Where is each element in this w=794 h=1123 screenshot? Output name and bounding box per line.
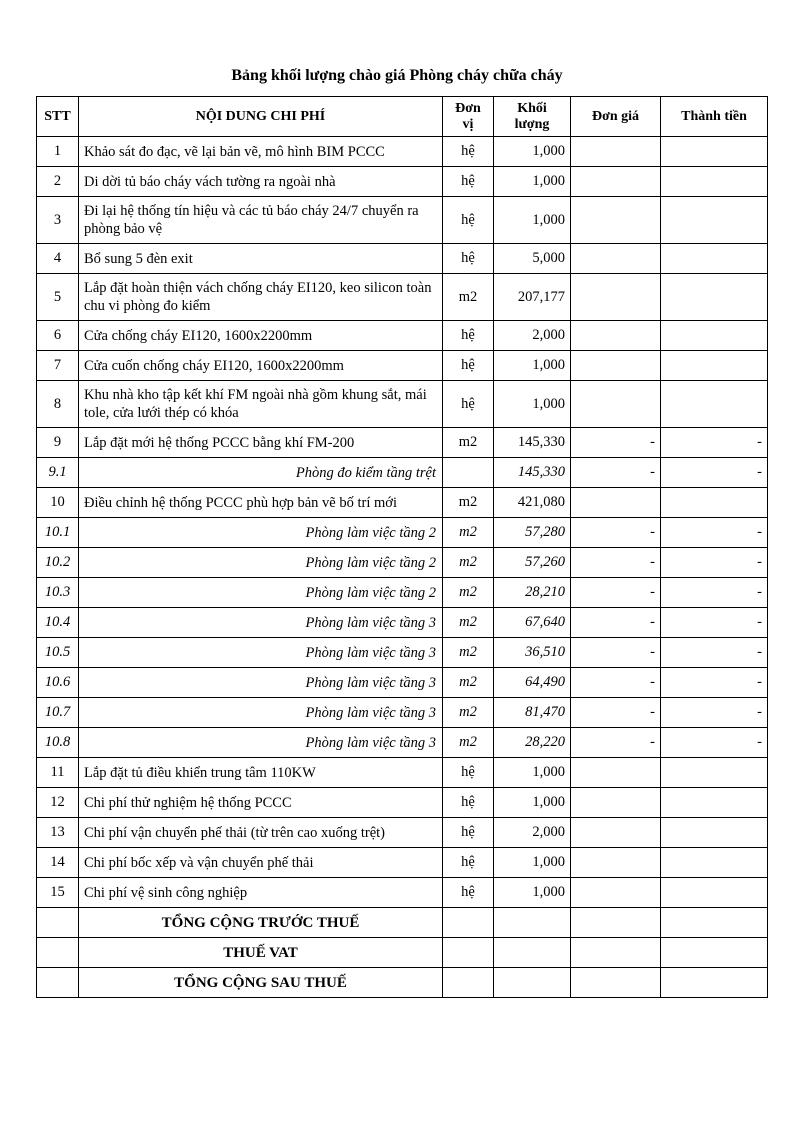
row-unit-price xyxy=(571,381,661,428)
row-unit: hệ xyxy=(443,878,494,908)
row-description: Lắp đặt mới hệ thống PCCC bằng khí FM-200 xyxy=(79,428,443,458)
row-stt: 15 xyxy=(37,878,79,908)
row-quantity: 5,000 xyxy=(494,244,571,274)
row-quantity: 145,330 xyxy=(494,458,571,488)
row-amount: - xyxy=(661,428,768,458)
row-unit: m2 xyxy=(443,518,494,548)
row-quantity: 1,000 xyxy=(494,878,571,908)
row-unit-price xyxy=(571,488,661,518)
row-amount xyxy=(661,244,768,274)
row-quantity: 28,220 xyxy=(494,728,571,758)
row-stt: 7 xyxy=(37,351,79,381)
row-quantity: 81,470 xyxy=(494,698,571,728)
row-description: Bổ sung 5 đèn exit xyxy=(79,244,443,274)
row-description: Chi phí vệ sinh công nghiệp xyxy=(79,878,443,908)
grand-total-unit-cell xyxy=(443,968,494,998)
row-stt: 10.6 xyxy=(37,668,79,698)
row-unit-price xyxy=(571,244,661,274)
row-quantity: 64,490 xyxy=(494,668,571,698)
row-stt: 10.4 xyxy=(37,608,79,638)
row-quantity: 145,330 xyxy=(494,428,571,458)
vat-qty-cell xyxy=(494,938,571,968)
row-unit: m2 xyxy=(443,668,494,698)
table-row xyxy=(37,167,768,197)
table-row xyxy=(37,758,768,788)
row-stt: 8 xyxy=(37,381,79,428)
total-after-tax-row xyxy=(37,968,768,998)
table-row xyxy=(37,878,768,908)
row-description: Khảo sát đo đạc, vẽ lại bản vẽ, mô hình BIM PCCC xyxy=(79,137,443,167)
table-row xyxy=(37,197,768,244)
row-stt: 12 xyxy=(37,788,79,818)
vat-amount-cell xyxy=(661,938,768,968)
total-amount-cell xyxy=(661,908,768,938)
row-amount xyxy=(661,137,768,167)
row-stt: 1 xyxy=(37,137,79,167)
header-stt: STT xyxy=(37,97,79,137)
table-row xyxy=(37,818,768,848)
row-unit: hệ xyxy=(443,197,494,244)
row-description: Chi phí bốc xếp và vận chuyển phế thải xyxy=(79,848,443,878)
row-description: Phòng làm việc tầng 2 xyxy=(79,518,443,548)
row-quantity: 67,640 xyxy=(494,608,571,638)
header-amount: Thành tiền xyxy=(661,97,768,137)
row-amount: - xyxy=(661,578,768,608)
row-amount: - xyxy=(661,458,768,488)
row-description: Chi phí vận chuyển phế thải (từ trên cao xuống trệt) xyxy=(79,818,443,848)
row-unit-price xyxy=(571,818,661,848)
row-quantity: 207,177 xyxy=(494,274,571,321)
total-price-cell xyxy=(571,908,661,938)
row-amount xyxy=(661,818,768,848)
row-unit-price: - xyxy=(571,608,661,638)
grand-total-stt-cell xyxy=(37,968,79,998)
row-stt: 2 xyxy=(37,167,79,197)
row-unit: m2 xyxy=(443,488,494,518)
row-amount xyxy=(661,167,768,197)
row-unit-price xyxy=(571,137,661,167)
total-qty-cell xyxy=(494,908,571,938)
table-header-row xyxy=(37,97,768,137)
row-unit xyxy=(443,458,494,488)
row-description: Khu nhà kho tập kết khí FM ngoài nhà gồm khung sắt, mái tole, cửa lưới thép có khóa xyxy=(79,381,443,428)
row-description: Phòng làm việc tầng 3 xyxy=(79,638,443,668)
row-unit-price xyxy=(571,274,661,321)
header-unit-line2: vị xyxy=(462,116,474,132)
row-quantity: 28,210 xyxy=(494,578,571,608)
row-unit: hệ xyxy=(443,758,494,788)
grand-total-price-cell xyxy=(571,968,661,998)
row-unit-price: - xyxy=(571,428,661,458)
row-quantity: 1,000 xyxy=(494,381,571,428)
row-description: Phòng làm việc tầng 3 xyxy=(79,698,443,728)
row-stt: 14 xyxy=(37,848,79,878)
row-description: Lắp đặt tủ điều khiển trung tâm 110KW xyxy=(79,758,443,788)
row-unit-price: - xyxy=(571,728,661,758)
row-unit: hệ xyxy=(443,167,494,197)
row-amount: - xyxy=(661,698,768,728)
row-amount xyxy=(661,351,768,381)
table-subrow xyxy=(37,668,768,698)
row-quantity: 1,000 xyxy=(494,137,571,167)
row-description: Phòng làm việc tầng 3 xyxy=(79,728,443,758)
row-unit-price: - xyxy=(571,458,661,488)
row-unit-price: - xyxy=(571,698,661,728)
row-quantity: 1,000 xyxy=(494,197,571,244)
vat-row xyxy=(37,938,768,968)
row-description: Phòng làm việc tầng 2 xyxy=(79,578,443,608)
row-unit-price: - xyxy=(571,548,661,578)
row-unit-price: - xyxy=(571,578,661,608)
table-subrow xyxy=(37,578,768,608)
row-unit-price: - xyxy=(571,518,661,548)
row-amount: - xyxy=(661,518,768,548)
row-unit: hệ xyxy=(443,244,494,274)
row-unit-price: - xyxy=(571,638,661,668)
row-quantity: 57,260 xyxy=(494,548,571,578)
row-description: Cửa cuốn chống cháy EI120, 1600x2200mm xyxy=(79,351,443,381)
row-stt: 10.2 xyxy=(37,548,79,578)
table-subrow xyxy=(37,458,768,488)
row-unit-price xyxy=(571,351,661,381)
row-description: Đi lại hệ thống tín hiệu và các tủ báo cháy 24/7 chuyển ra phòng bảo vệ xyxy=(79,197,443,244)
document-title: Bảng khối lượng chào giá Phòng cháy chữa cháy xyxy=(231,67,563,84)
total-before-tax-label: TỔNG CỘNG TRƯỚC THUẾ xyxy=(79,908,443,938)
row-stt: 10.3 xyxy=(37,578,79,608)
row-stt: 10.7 xyxy=(37,698,79,728)
table-row xyxy=(37,488,768,518)
grand-total-amount-cell xyxy=(661,968,768,998)
table-row xyxy=(37,788,768,818)
total-before-tax-row xyxy=(37,908,768,938)
row-description: Phòng đo kiểm tầng trệt xyxy=(79,458,443,488)
row-unit: m2 xyxy=(443,548,494,578)
header-quantity-line1: Khối xyxy=(517,100,547,116)
row-unit: hệ xyxy=(443,137,494,167)
row-amount xyxy=(661,878,768,908)
row-description: Điều chỉnh hệ thống PCCC phù hợp bản vẽ bố trí mới xyxy=(79,488,443,518)
row-unit: m2 xyxy=(443,608,494,638)
row-quantity: 2,000 xyxy=(494,818,571,848)
row-unit: m2 xyxy=(443,428,494,458)
vat-label: THUẾ VAT xyxy=(79,938,443,968)
table-row xyxy=(37,381,768,428)
row-unit: hệ xyxy=(443,848,494,878)
table-subrow xyxy=(37,698,768,728)
row-unit: m2 xyxy=(443,728,494,758)
table-row xyxy=(37,321,768,351)
table-subrow xyxy=(37,728,768,758)
vat-stt-cell xyxy=(37,938,79,968)
vat-price-cell xyxy=(571,938,661,968)
row-description: Phòng làm việc tầng 3 xyxy=(79,668,443,698)
row-stt: 10.1 xyxy=(37,518,79,548)
row-unit: hệ xyxy=(443,788,494,818)
header-unit-line1: Đơn xyxy=(455,100,481,116)
table-row xyxy=(37,274,768,321)
row-amount xyxy=(661,788,768,818)
row-unit: m2 xyxy=(443,638,494,668)
row-quantity: 421,080 xyxy=(494,488,571,518)
row-unit: hệ xyxy=(443,381,494,428)
row-quantity: 1,000 xyxy=(494,167,571,197)
header-unit-price: Đơn giá xyxy=(571,97,661,137)
row-amount xyxy=(661,274,768,321)
row-quantity: 1,000 xyxy=(494,758,571,788)
row-amount: - xyxy=(661,668,768,698)
row-quantity: 2,000 xyxy=(494,321,571,351)
row-unit-price xyxy=(571,788,661,818)
row-quantity: 36,510 xyxy=(494,638,571,668)
table-subrow xyxy=(37,638,768,668)
row-unit: m2 xyxy=(443,698,494,728)
row-quantity: 1,000 xyxy=(494,788,571,818)
row-unit-price xyxy=(571,758,661,788)
row-amount xyxy=(661,197,768,244)
row-unit: hệ xyxy=(443,351,494,381)
row-stt: 10.8 xyxy=(37,728,79,758)
quote-table xyxy=(36,96,768,998)
header-description: NỘI DUNG CHI PHÍ xyxy=(79,97,443,137)
table-row xyxy=(37,244,768,274)
row-amount: - xyxy=(661,638,768,668)
total-unit-cell xyxy=(443,908,494,938)
row-unit-price xyxy=(571,848,661,878)
row-unit-price xyxy=(571,878,661,908)
total-after-tax-label: TỔNG CỘNG SAU THUẾ xyxy=(79,968,443,998)
row-stt: 6 xyxy=(37,321,79,351)
row-amount: - xyxy=(661,728,768,758)
row-description: Lắp đặt hoàn thiện vách chống cháy EI120, keo silicon toàn chu vi phòng đo kiểm xyxy=(79,274,443,321)
row-unit: m2 xyxy=(443,578,494,608)
row-stt: 9.1 xyxy=(37,458,79,488)
row-quantity: 1,000 xyxy=(494,848,571,878)
row-description: Chi phí thử nghiệm hệ thống PCCC xyxy=(79,788,443,818)
row-unit: hệ xyxy=(443,818,494,848)
row-stt: 9 xyxy=(37,428,79,458)
table-row xyxy=(37,848,768,878)
row-amount xyxy=(661,488,768,518)
row-amount xyxy=(661,848,768,878)
vat-unit-cell xyxy=(443,938,494,968)
table-subrow xyxy=(37,518,768,548)
row-unit-price xyxy=(571,321,661,351)
grand-total-qty-cell xyxy=(494,968,571,998)
row-amount xyxy=(661,321,768,351)
row-unit-price xyxy=(571,197,661,244)
table-row xyxy=(37,137,768,167)
row-stt: 10 xyxy=(37,488,79,518)
row-amount xyxy=(661,758,768,788)
row-stt: 11 xyxy=(37,758,79,788)
header-quantity xyxy=(494,97,571,137)
row-unit: m2 xyxy=(443,274,494,321)
row-description: Phòng làm việc tầng 3 xyxy=(79,608,443,638)
row-stt: 4 xyxy=(37,244,79,274)
row-quantity: 57,280 xyxy=(494,518,571,548)
row-quantity: 1,000 xyxy=(494,351,571,381)
table-subrow xyxy=(37,548,768,578)
row-amount: - xyxy=(661,608,768,638)
row-stt: 5 xyxy=(37,274,79,321)
row-amount: - xyxy=(661,548,768,578)
table-row xyxy=(37,351,768,381)
row-stt: 10.5 xyxy=(37,638,79,668)
row-description: Cửa chống cháy EI120, 1600x2200mm xyxy=(79,321,443,351)
row-unit-price: - xyxy=(571,668,661,698)
row-unit-price xyxy=(571,167,661,197)
row-amount xyxy=(661,381,768,428)
table-subrow xyxy=(37,608,768,638)
row-unit: hệ xyxy=(443,321,494,351)
header-unit xyxy=(443,97,494,137)
row-stt: 3 xyxy=(37,197,79,244)
header-quantity-line2: lượng xyxy=(514,116,550,132)
table-row xyxy=(37,428,768,458)
total-stt-cell xyxy=(37,908,79,938)
row-description: Di dời tủ báo cháy vách tường ra ngoài nhà xyxy=(79,167,443,197)
row-stt: 13 xyxy=(37,818,79,848)
row-description: Phòng làm việc tầng 2 xyxy=(79,548,443,578)
